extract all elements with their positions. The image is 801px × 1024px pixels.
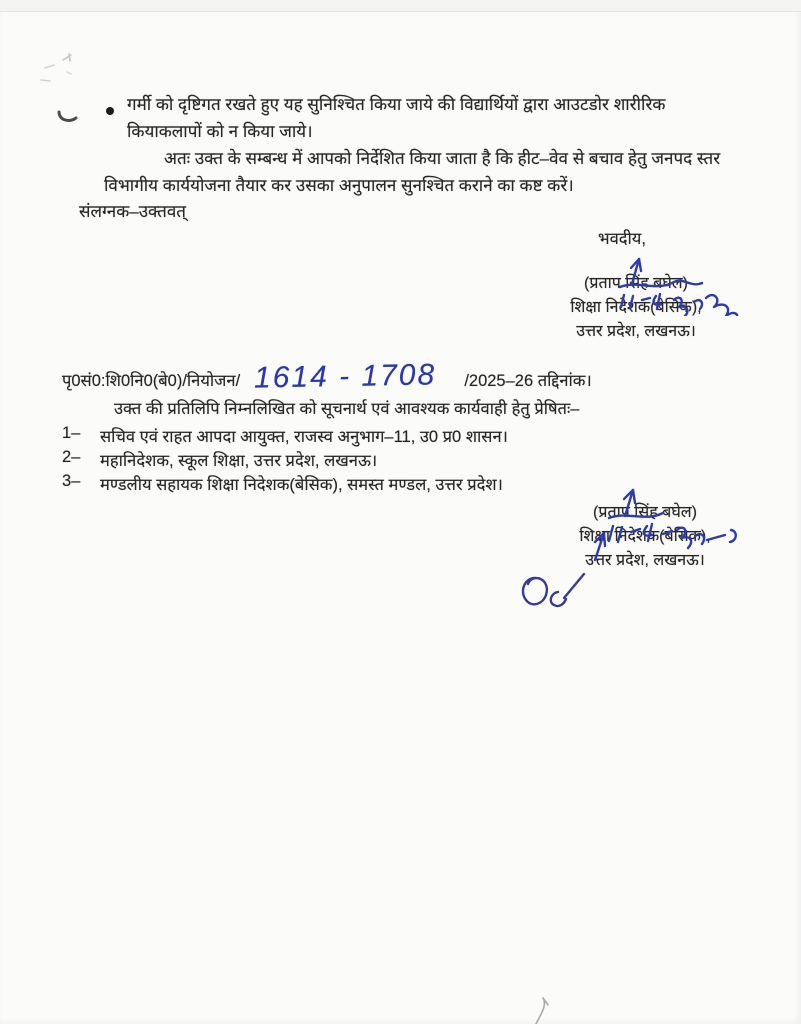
- recipient-text: सचिव एवं राहत आपदा आयुक्त, राजस्व अनुभाग–11, उ0 प्र0 शासन।: [100, 428, 508, 446]
- directive-line-1: अतः उक्त के सम्बन्ध में आपको निर्देशित किया जाता है कि हीट–वेव से बचाव हेतु जनपद स्तर: [164, 149, 721, 168]
- handwritten-dispatch-number: 1614 - 1708: [253, 358, 437, 395]
- reference-prefix: पृ0सं0:शि0नि0(बे0)/नियोजन/: [62, 372, 241, 390]
- directive-line-2: विभागीय कार्ययोजना तैयार कर उसका अनुपालन सुनश्चित कराने का कष्ट करें।: [104, 176, 574, 195]
- signature-scribble-1: [598, 250, 750, 316]
- recipient-number: 2–: [62, 448, 81, 466]
- enclosure-note: संलग्नक–उक्तवत्: [79, 202, 187, 221]
- bullet-icon: [106, 107, 114, 115]
- recipient-text: मण्डलीय सहायक शिक्षा निदेशक(बेसिक), समस्त मण्डल, उत्तर प्रदेश।: [100, 476, 503, 494]
- recipient-text: महानिदेशक, स्कूल शिक्षा, उत्तर प्रदेश, लखनऊ।: [100, 452, 378, 470]
- signatory-name: (प्रताप सिंह बघेल): [584, 275, 688, 292]
- pencil-stroke-artifact: [526, 996, 558, 1024]
- copy-distribution-heading: उक्त की प्रतिलिपि निम्नलिखित को सूचनार्थ एवं आवश्यक कार्यवाही हेतु प्रेषितः–: [114, 400, 580, 418]
- recipient-number: 1–: [62, 424, 81, 442]
- signature-scribble-2: [565, 478, 753, 568]
- recipient-number: 3–: [62, 472, 81, 490]
- reference-line: [62, 360, 592, 394]
- signatory-name: (प्रताप सिंह बघेल): [593, 504, 697, 521]
- recipient-row-2: [62, 448, 377, 471]
- scan-smudge-artifact: [35, 46, 95, 130]
- signatory-title: शिक्षा निदेशक(बेसिक),: [570, 299, 702, 316]
- bullet-line-2: कियाकलापों को न किया जाये।: [127, 122, 313, 141]
- signatory-place: उत्तर प्रदेश, लखनऊ।: [576, 323, 696, 340]
- bullet-line-1: गर्मी को दृष्टिगत रखते हुए यह सुनिश्चित किया जाये की विद्यार्थियों द्वारा आउटडोर शारीरिक: [127, 95, 666, 114]
- handwritten-oc-mark: [512, 566, 590, 618]
- recipient-row-3: [62, 472, 503, 495]
- reference-suffix: /2025–26 तद्दिनांक।: [464, 372, 592, 390]
- signatory-title: शिक्षा निदेशक(बेसिक),: [579, 528, 711, 545]
- salutation: भवदीय,: [598, 230, 646, 248]
- scan-edge-band: [0, 0, 801, 12]
- recipient-row-1: [62, 424, 508, 447]
- signatory-place: उत्तर प्रदेश, लखनऊ।: [585, 552, 705, 569]
